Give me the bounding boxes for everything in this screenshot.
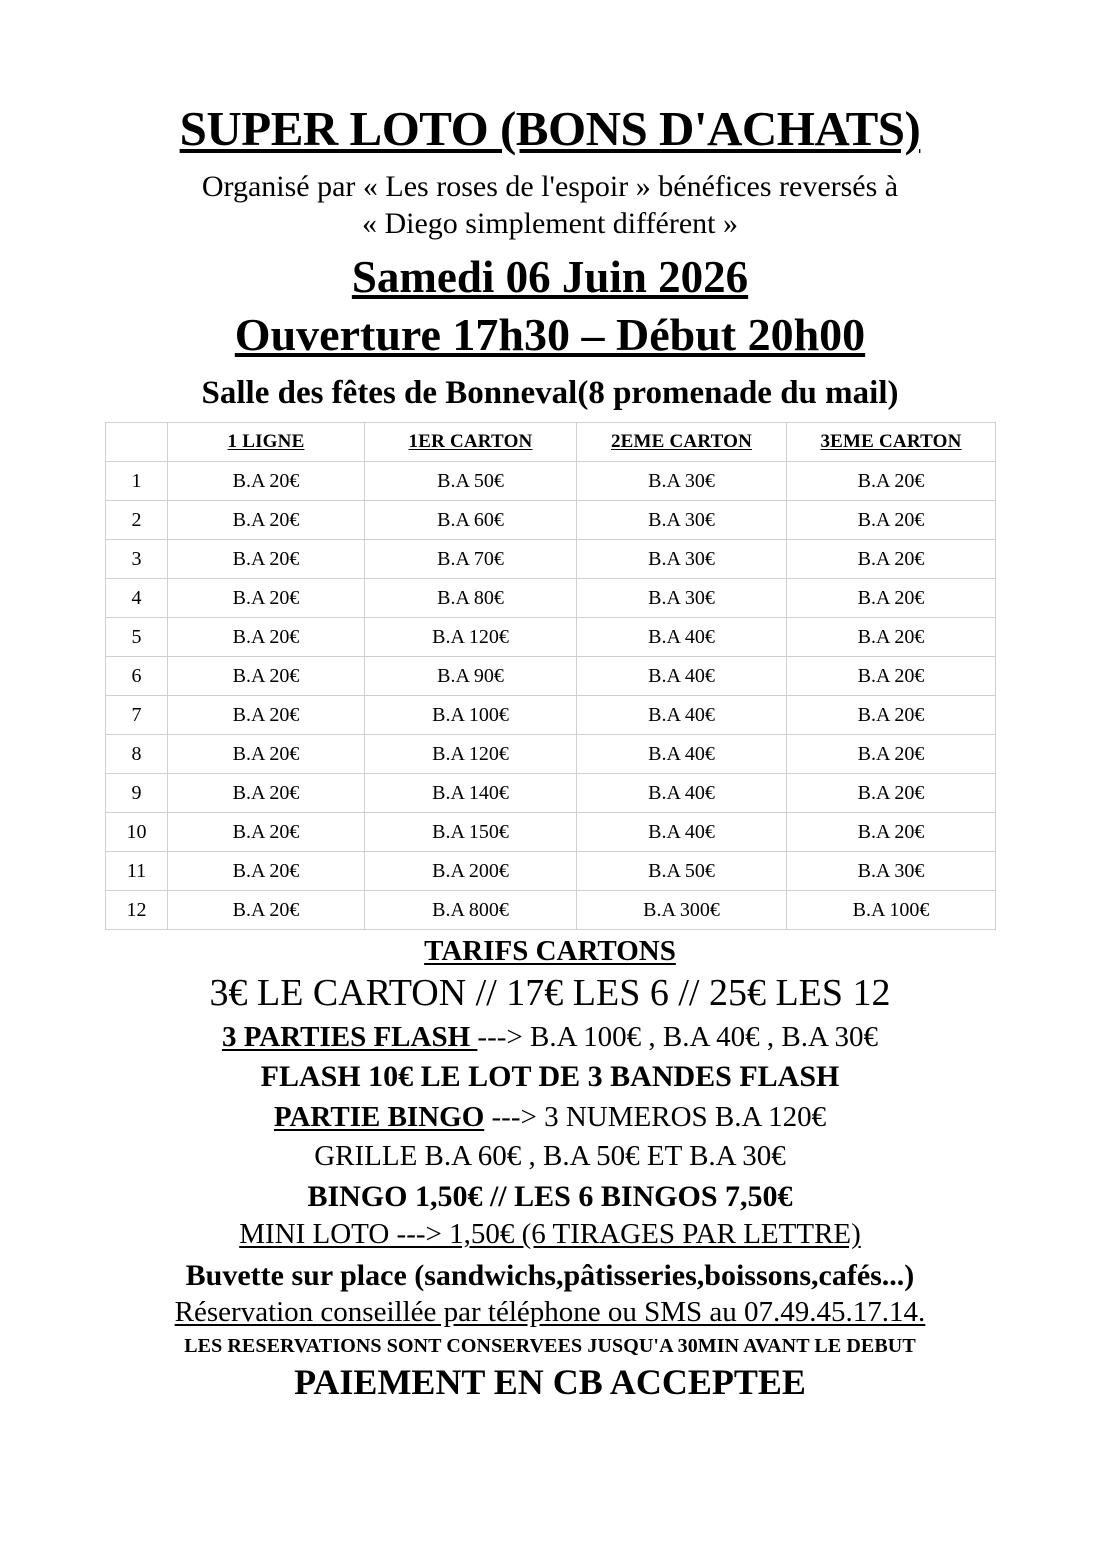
cell-carton3: B.A 20€ xyxy=(787,618,996,657)
cell-ligne: B.A 20€ xyxy=(168,618,365,657)
mini-loto-line: MINI LOTO ---> 1,50€ (6 TIRAGES PAR LETTRE) xyxy=(239,1218,861,1251)
cell-carton2: B.A 40€ xyxy=(577,813,787,852)
tarifs-section-title: TARIFS CARTONS xyxy=(424,935,676,968)
prize-table xyxy=(105,422,996,930)
cell-ligne: B.A 20€ xyxy=(168,657,365,696)
cell-carton3: B.A 20€ xyxy=(787,501,996,540)
table-row xyxy=(106,696,996,735)
prize-table-body xyxy=(106,462,996,930)
row-number: 2 xyxy=(106,501,168,540)
subtitle-line-2: « Diego simplement différent » xyxy=(361,206,739,240)
cell-carton1: B.A 50€ xyxy=(365,462,577,501)
cell-carton3: B.A 20€ xyxy=(787,579,996,618)
reservation-line: Réservation conseillée par téléphone ou SMS au 07.49.45.17.14. xyxy=(174,1296,926,1329)
column-header-carton1: 1ER CARTON xyxy=(365,423,577,462)
cell-carton1: B.A 800€ xyxy=(365,891,577,930)
cell-carton3: B.A 20€ xyxy=(787,657,996,696)
partie-bingo-value: ---> 3 NUMEROS B.A 120€ xyxy=(484,1100,827,1133)
poster-subtitle xyxy=(0,153,1100,242)
table-header-row xyxy=(106,423,996,462)
cell-ligne: B.A 20€ xyxy=(168,891,365,930)
flash-parties-label: 3 PARTIES FLASH xyxy=(221,1021,478,1054)
row-number: 6 xyxy=(106,657,168,696)
carton-prices: 3€ LE CARTON // 17€ LES 6 // 25€ LES 12 xyxy=(209,972,891,1015)
page-title: SUPER LOTO (BONS D'ACHATS) xyxy=(179,101,921,156)
cell-carton2: B.A 40€ xyxy=(577,735,787,774)
cell-ligne: B.A 20€ xyxy=(168,852,365,891)
table-row xyxy=(106,618,996,657)
row-number: 7 xyxy=(106,696,168,735)
column-header-carton3: 3EME CARTON xyxy=(787,423,996,462)
cell-carton1: B.A 70€ xyxy=(365,540,577,579)
cell-carton1: B.A 100€ xyxy=(365,696,577,735)
row-number: 3 xyxy=(106,540,168,579)
cell-carton1: B.A 200€ xyxy=(365,852,577,891)
cell-carton1: B.A 60€ xyxy=(365,501,577,540)
cell-ligne: B.A 20€ xyxy=(168,813,365,852)
table-row xyxy=(106,852,996,891)
column-header-carton2: 2EME CARTON xyxy=(577,423,787,462)
cell-carton3: B.A 20€ xyxy=(787,540,996,579)
row-number: 10 xyxy=(106,813,168,852)
cell-ligne: B.A 20€ xyxy=(168,540,365,579)
cell-carton2: B.A 40€ xyxy=(577,657,787,696)
row-number: 8 xyxy=(106,735,168,774)
prize-table-container xyxy=(105,422,995,930)
cell-carton2: B.A 40€ xyxy=(577,774,787,813)
flash-lot-line: FLASH 10€ LE LOT DE 3 BANDES FLASH xyxy=(260,1060,840,1094)
cell-carton2: B.A 30€ xyxy=(577,501,787,540)
cell-carton2: B.A 30€ xyxy=(577,540,787,579)
table-row xyxy=(106,774,996,813)
column-header-ligne: 1 LIGNE xyxy=(168,423,365,462)
cell-ligne: B.A 20€ xyxy=(168,501,365,540)
table-row xyxy=(106,891,996,930)
cell-ligne: B.A 20€ xyxy=(168,774,365,813)
table-row xyxy=(106,657,996,696)
cell-ligne: B.A 20€ xyxy=(168,579,365,618)
cell-ligne: B.A 20€ xyxy=(168,696,365,735)
cell-ligne: B.A 20€ xyxy=(168,462,365,501)
table-row xyxy=(106,813,996,852)
cell-carton1: B.A 120€ xyxy=(365,618,577,657)
row-number: 1 xyxy=(106,462,168,501)
bingo-prices-line: BINGO 1,50€ // LES 6 BINGOS 7,50€ xyxy=(307,1179,793,1213)
cell-carton2: B.A 300€ xyxy=(577,891,787,930)
subtitle-line-1: Organisé par « Les roses de l'espoir » bénéfices reversés à xyxy=(201,170,899,203)
cell-carton2: B.A 30€ xyxy=(577,579,787,618)
cell-carton2: B.A 30€ xyxy=(577,462,787,501)
table-row xyxy=(106,735,996,774)
cell-carton1: B.A 80€ xyxy=(365,579,577,618)
flash-parties-line xyxy=(0,1015,1100,1054)
table-row xyxy=(106,579,996,618)
column-header-index xyxy=(106,423,168,462)
cell-carton2: B.A 40€ xyxy=(577,696,787,735)
cell-carton1: B.A 120€ xyxy=(365,735,577,774)
cell-carton1: B.A 150€ xyxy=(365,813,577,852)
cell-carton1: B.A 90€ xyxy=(365,657,577,696)
flash-parties-value: ---> B.A 100€ , B.A 40€ , B.A 30€ xyxy=(477,1021,879,1054)
cell-carton1: B.A 140€ xyxy=(365,774,577,813)
event-times: Ouverture 17h30 – Début 20h00 xyxy=(234,309,866,361)
row-number: 9 xyxy=(106,774,168,813)
cell-carton3: B.A 20€ xyxy=(787,735,996,774)
row-number: 12 xyxy=(106,891,168,930)
buvette-line: Buvette sur place (sandwichs,pâtisseries,boissons,cafés...) xyxy=(185,1258,915,1292)
cell-carton3: B.A 20€ xyxy=(787,774,996,813)
cell-carton3: B.A 30€ xyxy=(787,852,996,891)
cell-ligne: B.A 20€ xyxy=(168,735,365,774)
row-number: 4 xyxy=(106,579,168,618)
partie-bingo-line xyxy=(0,1095,1100,1134)
cell-carton2: B.A 40€ xyxy=(577,618,787,657)
cell-carton3: B.A 20€ xyxy=(787,813,996,852)
cell-carton3: B.A 20€ xyxy=(787,696,996,735)
event-date: Samedi 06 Juin 2026 xyxy=(351,252,749,303)
table-row xyxy=(106,462,996,501)
cell-carton2: B.A 50€ xyxy=(577,852,787,891)
cell-carton3: B.A 100€ xyxy=(787,891,996,930)
bingo-grille-line: GRILLE B.A 60€ , B.A 50€ ET B.A 30€ xyxy=(314,1140,786,1173)
table-row xyxy=(106,501,996,540)
cell-carton3: B.A 20€ xyxy=(787,462,996,501)
row-number: 5 xyxy=(106,618,168,657)
table-row xyxy=(106,540,996,579)
row-number: 11 xyxy=(106,852,168,891)
event-venue: Salle des fêtes de Bonneval(8 promenade du mail) xyxy=(201,374,899,411)
reservation-note: LES RESERVATIONS SONT CONSERVEES JUSQU'A 30MIN AVANT LE DEBUT xyxy=(184,1334,916,1357)
partie-bingo-label: PARTIE BINGO xyxy=(273,1100,485,1133)
payment-line: PAIEMENT EN CB ACCEPTEE xyxy=(294,1362,806,1403)
